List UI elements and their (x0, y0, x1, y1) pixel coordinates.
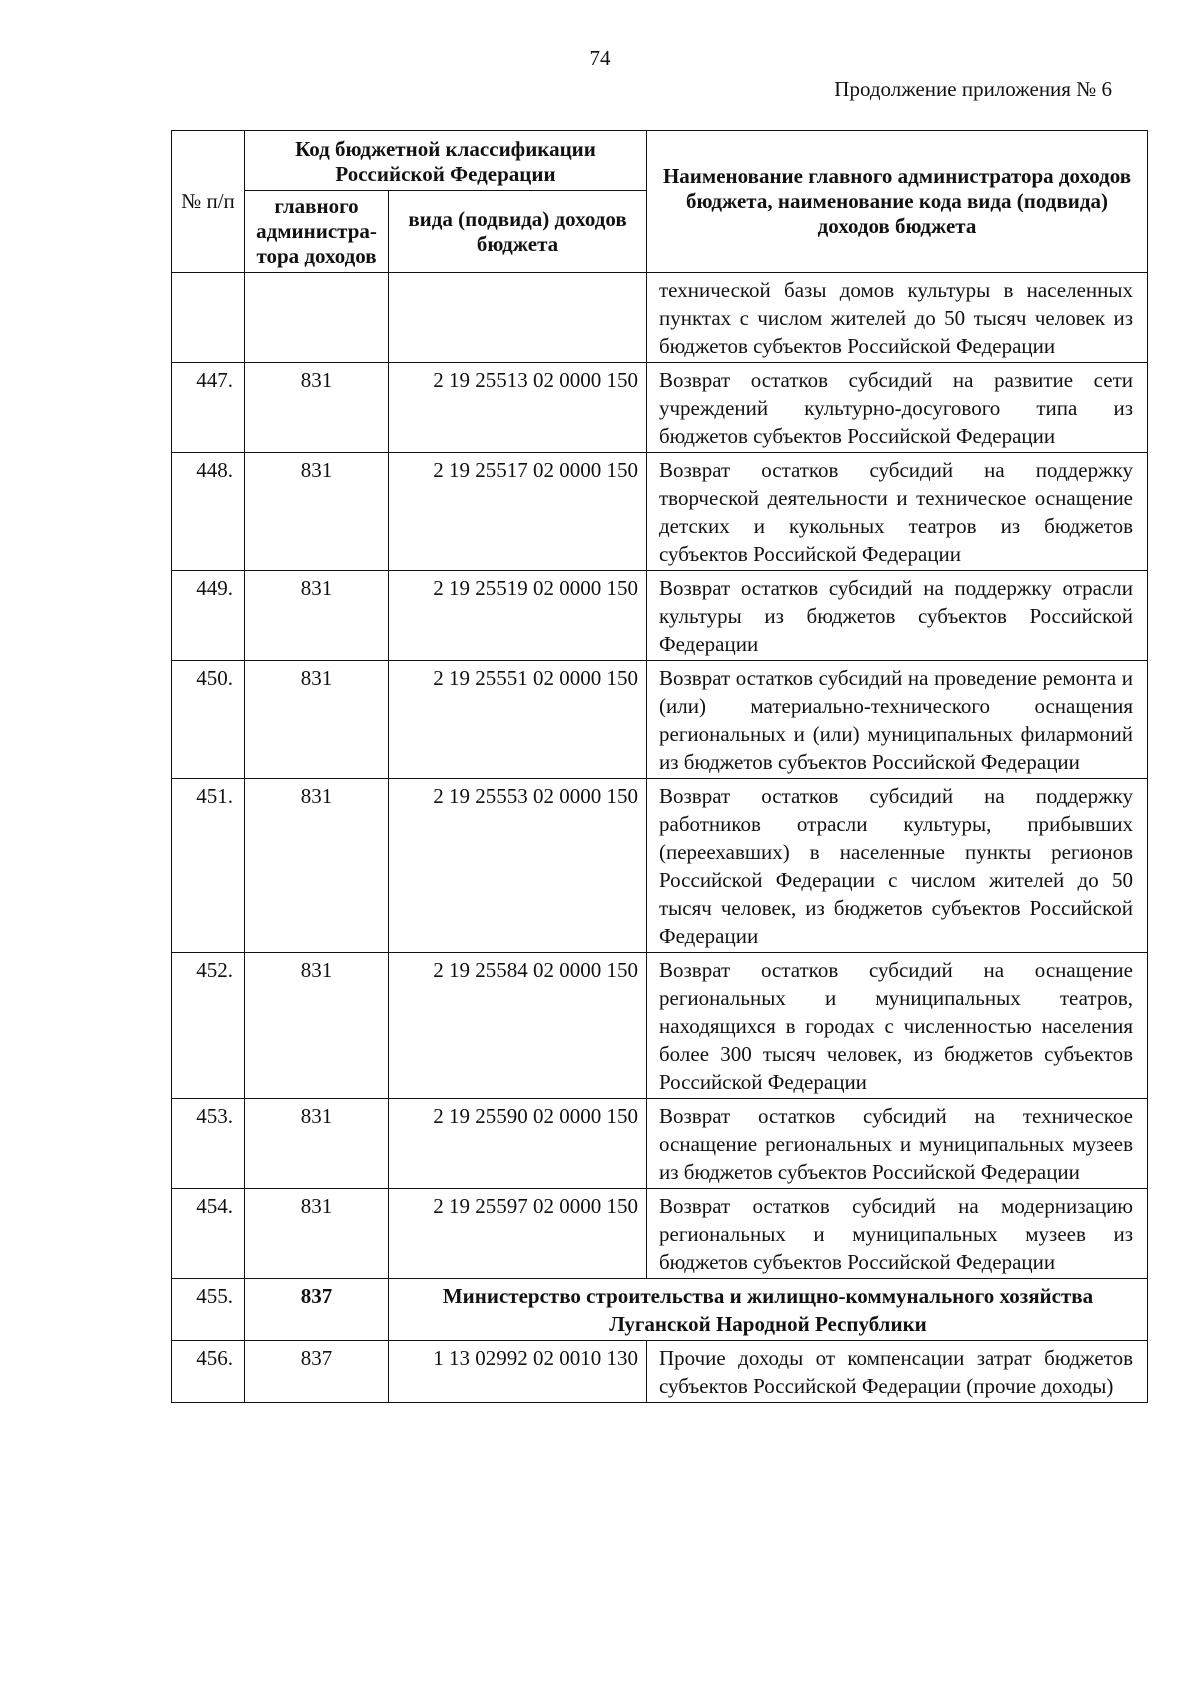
admin-code-cell: 831 (245, 779, 389, 953)
row-number-cell: 455. (172, 1279, 245, 1341)
admin-code-cell: 837 (245, 1341, 389, 1403)
income-code-cell: 2 19 25519 02 0000 150 (389, 571, 647, 661)
income-code-cell: 2 19 25597 02 0000 150 (389, 1189, 647, 1279)
header-budget-classification-code: Код бюджетной классификации Российской Федерации (245, 131, 647, 191)
row-number-cell: 448. (172, 453, 245, 571)
table-row (172, 661, 1148, 779)
table-row (172, 1341, 1148, 1403)
table-row (172, 1189, 1148, 1279)
table-row (172, 363, 1148, 453)
admin-code-cell: 831 (245, 953, 389, 1099)
description-cell: Возврат остатков субсидий на развитие сети учреждений культурно-досугового типа из бюджетов субъектов Российской Федерации (647, 363, 1148, 453)
description-cell: Возврат остатков субсидий на поддержку отрасли культуры из бюджетов субъектов Российской Федерации (647, 571, 1148, 661)
admin-code-cell: 831 (245, 571, 389, 661)
admin-code-cell: 831 (245, 453, 389, 571)
income-code-cell: 2 19 25590 02 0000 150 (389, 1099, 647, 1189)
table-row-continued (172, 273, 1148, 363)
header-main-administrator: главного администра-тора доходов (245, 191, 389, 273)
admin-code-cell: 831 (245, 363, 389, 453)
appendix-continuation-label: Продолжение приложения № 6 (834, 77, 1112, 101)
admin-code-cell: 831 (245, 1189, 389, 1279)
table-row-ministry (172, 1279, 1148, 1341)
income-code-cell: 2 19 25517 02 0000 150 (389, 453, 647, 571)
budget-classification-table (171, 130, 1148, 1403)
row-number-cell: 447. (172, 363, 245, 453)
description-cell: технической базы домов культуры в населенных пунктах с числом жителей до 50 тысяч человек из бюджетов субъектов Российской Федерации (647, 273, 1148, 363)
admin-code-cell: 831 (245, 1099, 389, 1189)
row-number-cell: 451. (172, 779, 245, 953)
table-header (172, 131, 1148, 273)
table-body-continued (172, 273, 1148, 363)
income-code-cell: 1 13 02992 02 0010 130 (389, 1341, 647, 1403)
admin-code-cell: 831 (245, 661, 389, 779)
row-number-cell: 450. (172, 661, 245, 779)
description-cell: Возврат остатков субсидий на поддержку работников отрасли культуры, прибывших (переехавших) в населенные пункты регионов Российской Федерации с числом жителей до 50 тысяч человек, из бюджетов субъектов Российской Федерации (647, 779, 1148, 953)
description-cell: Возврат остатков субсидий на техническое оснащение региональных и муниципальных музеев из бюджетов субъектов Российской Федерации (647, 1099, 1148, 1189)
description-cell: Прочие доходы от компенсации затрат бюджетов субъектов Российской Федерации (прочие доходы) (647, 1341, 1148, 1403)
row-number-cell: 452. (172, 953, 245, 1099)
income-code-cell: 2 19 25513 02 0000 150 (389, 363, 647, 453)
description-cell: Возврат остатков субсидий на оснащение региональных и муниципальных театров, находящихся в городах с численностью населения более 300 тысяч человек, из бюджетов субъектов Российской Федерации (647, 953, 1148, 1099)
income-code-cell: 2 19 25551 02 0000 150 (389, 661, 647, 779)
income-code-cell: 2 19 25584 02 0000 150 (389, 953, 647, 1099)
table-body-ministry (172, 1279, 1148, 1341)
ministry-name-cell: Министерство строительства и жилищно-коммунального хозяйства Луганской Народной Республики (389, 1279, 1148, 1341)
row-number-cell: 456. (172, 1341, 245, 1403)
header-row-number: № п/п (172, 131, 245, 273)
header-administrator-name: Наименование главного администратора доходов бюджета, наименование кода вида (подвида) доходов бюджета (647, 131, 1148, 273)
income-code-cell: 2 19 25553 02 0000 150 (389, 779, 647, 953)
table-body-rows-b (172, 1341, 1148, 1403)
header-income-kind: вида (подвида) доходов бюджета (389, 191, 647, 273)
table-row (172, 453, 1148, 571)
description-cell: Возврат остатков субсидий на модернизацию региональных и муниципальных музеев из бюджетов субъектов Российской Федерации (647, 1189, 1148, 1279)
row-number-cell (172, 273, 245, 363)
income-code-cell (389, 273, 647, 363)
row-number-cell: 454. (172, 1189, 245, 1279)
description-cell: Возврат остатков субсидий на поддержку творческой деятельности и техническое оснащение детских и кукольных театров из бюджетов субъектов Российской Федерации (647, 453, 1148, 571)
description-cell: Возврат остатков субсидий на проведение ремонта и (или) материально-технического оснащения региональных и (или) муниципальных филармоний из бюджетов субъектов Российской Федерации (647, 661, 1148, 779)
table-row (172, 1099, 1148, 1189)
table-body-rows-a (172, 363, 1148, 1279)
table-row (172, 953, 1148, 1099)
table-row (172, 779, 1148, 953)
admin-code-cell: 837 (245, 1279, 389, 1341)
row-number-cell: 449. (172, 571, 245, 661)
table-row (172, 571, 1148, 661)
admin-code-cell (245, 273, 389, 363)
row-number-cell: 453. (172, 1099, 245, 1189)
page-number: 74 (589, 46, 611, 70)
